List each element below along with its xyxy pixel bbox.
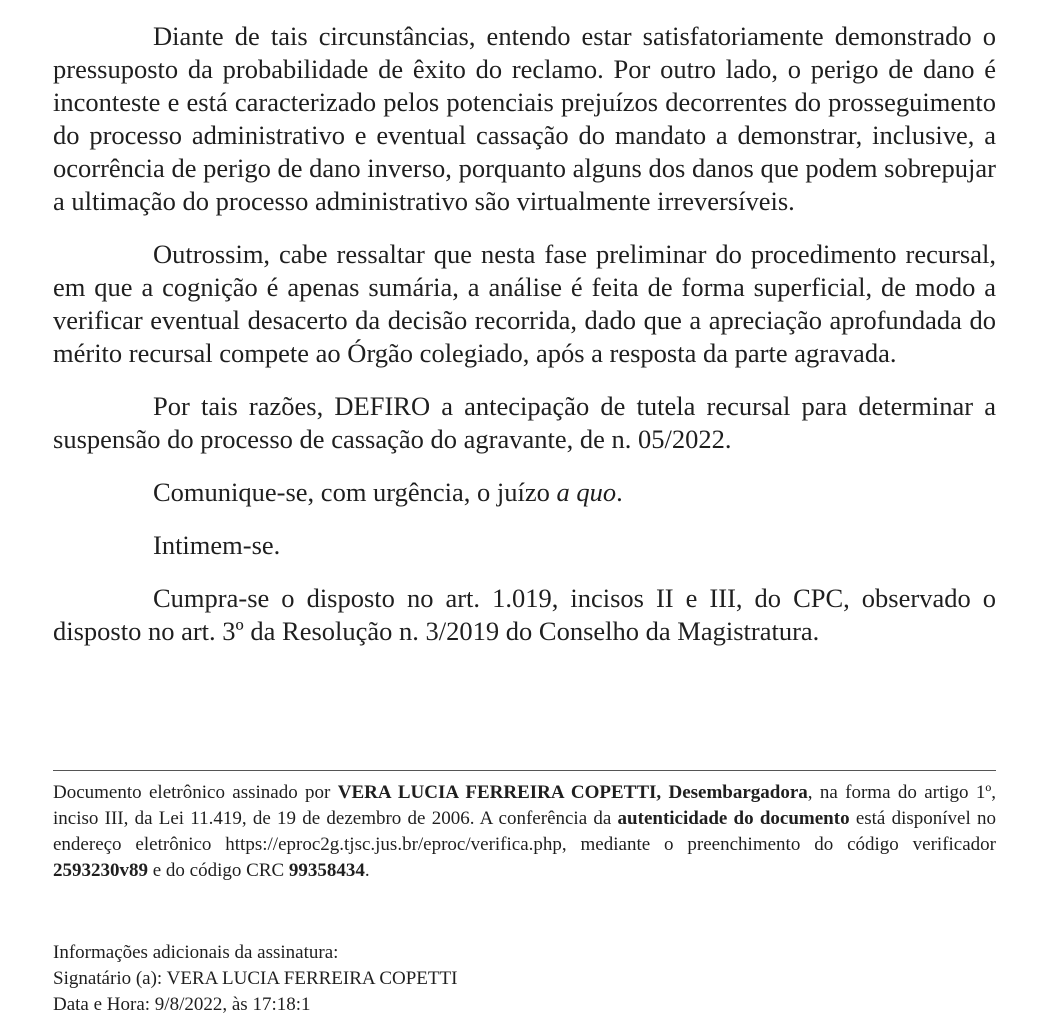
comunique-end: . [616,477,623,507]
signature-block [53,780,996,884]
comunique-text: Comunique-se, com urgência, o juízo [153,477,557,507]
signature-divider [53,770,996,771]
signer-name: VERA LUCIA FERREIRA COPETTI, Desembargadora [337,782,808,803]
a-quo-italic: a quo [556,477,617,507]
additional-info-heading: Informações adicionais da assinatura: [53,942,339,963]
authenticity-label: autenticidade do documento [617,808,850,829]
paragraph-outrossim: Outrossim, cabe ressaltar que nesta fase preliminar do procedimento recursal, em que a cognição é apenas sumária, a análise é feita de forma superficial, de modo a verificar eventual desacerto da decisão recorrida, dado que a apreciação aprofundada do mérito recursal compete ao Órgão colegiado, após a resposta da parte agravada. [53,239,996,368]
signature-text-5: . [364,860,370,881]
paragraph-intimem: Intimem-se. [153,530,281,560]
verifier-code: 2593230v89 [53,860,148,881]
paragraph-cumpra: Cumpra-se o disposto no art. 1.019, incisos II e III, do CPC, observado o disposto no art. 3º da Resolução n. 3/2019 do Conselho da Magistratura. [53,583,996,646]
datetime-line: Data e Hora: 9/8/2022, às 17:18:1 [53,994,311,1015]
signature-additional-info [53,940,996,1018]
signature-text-1: Documento eletrônico assinado por [53,782,338,803]
document-body [53,20,996,668]
signature-text-2: , na forma do artigo 1º, inciso III, da Lei 11.419, de 19 de dezembro de 2006. A conferência da [53,782,996,829]
signature-text-3: está disponível no endereço eletrônico https://eproc2g.tjsc.jus.br/eproc/verifica.php, mediante o preenchimento do código verificador [53,808,996,855]
paragraph-probabilidade: Diante de tais circunstâncias, entendo estar satisfatoriamente demonstrado o pressuposto da probabilidade de êxito do reclamo. Por outro lado, o perigo de dano é inconteste e está caracterizado pelos potenciais prejuízos decorrentes do prosseguimento do processo administrativo e eventual cassação do mandato a demonstrar, inclusive, a ocorrência de perigo de dano inverso, porquanto alguns dos danos que podem sobrepujar a ultimação do processo administrativo são virtualmente irreversíveis. [53,21,996,216]
paragraph-defiro: Por tais razões, DEFIRO a antecipação de tutela recursal para determinar a suspensão do processo de cassação do agravante, de n. 05/2022. [53,391,996,454]
signature-text-4: e do código CRC [148,860,289,881]
signatory-line: Signatário (a): VERA LUCIA FERREIRA COPETTI [53,968,458,989]
crc-code: 99358434 [288,860,365,881]
paragraph-comunique [53,476,996,509]
